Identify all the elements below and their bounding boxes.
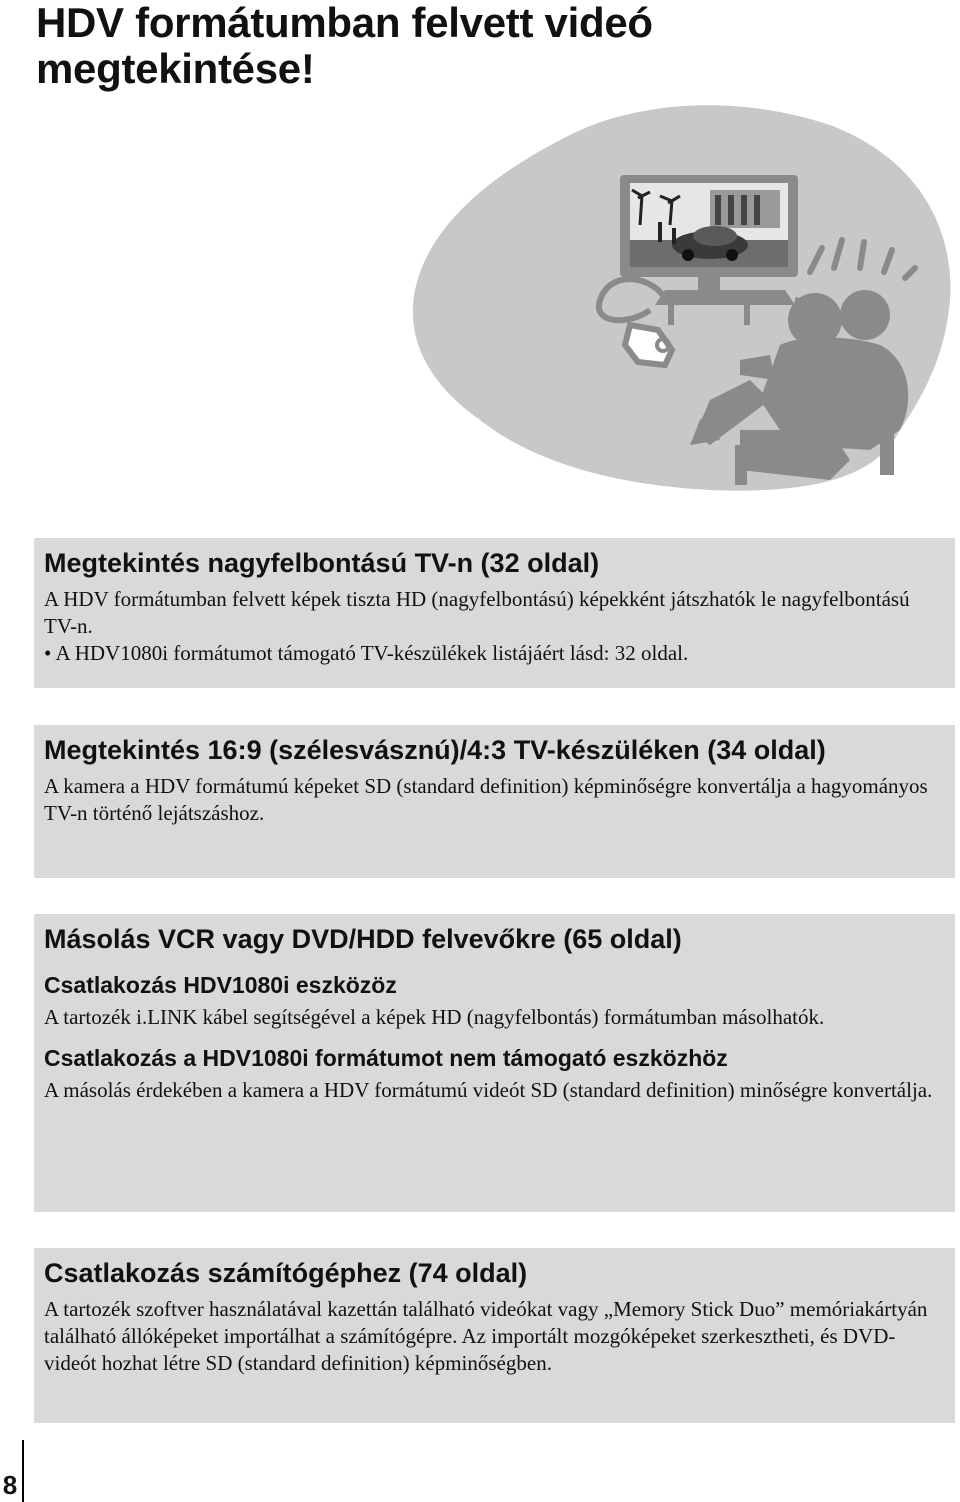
section-heading: Másolás VCR vagy DVD/HDD felvevőkre (65 oldal) <box>44 924 682 954</box>
section-bullet: • A HDV1080i formátumot támogató TV-készülékek listájáért lásd: 32 oldal. <box>44 640 945 667</box>
page-number: 8 <box>2 1470 18 1500</box>
section-copy-vcr-dvd <box>34 914 955 1212</box>
section-16-9-tv <box>34 725 955 878</box>
section-hd-tv <box>34 538 955 688</box>
subsection-text: A másolás érdekében a kamera a HDV formátumú videót SD (standard definition) minőségre konvertálja. <box>44 1078 933 1102</box>
section-heading: Csatlakozás számítógéphez (74 oldal) <box>44 1258 528 1288</box>
page-title-line-2: megtekintése! <box>36 45 315 92</box>
section-heading: Megtekintés 16:9 (szélesvásznú)/4:3 TV-készüléken (34 oldal) <box>44 735 826 765</box>
tv-viewing-illustration <box>410 100 955 500</box>
subsection-heading: Csatlakozás HDV1080i eszközöz <box>44 972 397 998</box>
page-title <box>36 0 936 92</box>
page-title-line-1: HDV formátumban felvett videó <box>36 0 653 46</box>
section-computer <box>34 1248 955 1423</box>
page-number-rule <box>22 1440 24 1502</box>
subsection-text: A tartozék i.LINK kábel segítségével a képek HD (nagyfelbontás) formátumban másolhatók. <box>44 1005 825 1029</box>
section-text: A kamera a HDV formátumú képeket SD (standard definition) képminőségre konvertálja a hagyományos TV-n történő lejátszáshoz. <box>44 774 928 825</box>
section-heading: Megtekintés nagyfelbontású TV-n (32 oldal) <box>44 548 600 578</box>
subsection-heading: Csatlakozás a HDV1080i formátumot nem támogató eszközhöz <box>44 1045 728 1071</box>
section-text: A tartozék szoftver használatával kazettán található videókat vagy „Memory Stick Duo” memóriakártyán található állóképeket importálhat a számítógépre. Az importált mozgóképeket szerkesztheti, és DVD-videót hozhat létre SD (standard definition) képminőségben. <box>44 1297 928 1375</box>
section-text: A HDV formátumban felvett képek tiszta HD (nagyfelbontású) képekként játszhatók le nagyfelbontású TV-n. <box>44 587 910 638</box>
